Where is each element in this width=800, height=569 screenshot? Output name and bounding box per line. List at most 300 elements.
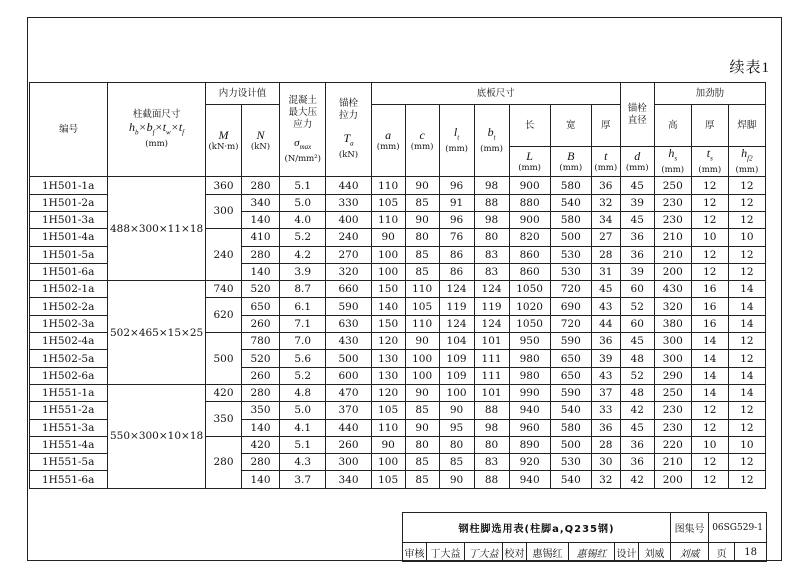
header-a-unit: (mm) xyxy=(376,141,400,152)
cell-id: 1H502-4a xyxy=(30,333,108,350)
header-section-unit: (mm) xyxy=(145,139,168,150)
cell-ts: 14 xyxy=(691,384,728,401)
cell-M: 300 xyxy=(205,194,241,229)
cell-Ta: 590 xyxy=(326,298,371,315)
cell-Ta: 400 xyxy=(326,211,371,228)
cell-hf: 14 xyxy=(728,281,765,298)
cell-hs: 250 xyxy=(654,384,691,401)
cell-N: 280 xyxy=(241,454,279,471)
cell-d: 42 xyxy=(620,402,654,419)
cell-t: 27 xyxy=(591,229,620,246)
cell-B: 650 xyxy=(550,350,591,367)
cell-c: 80 xyxy=(405,436,439,453)
cell-N: 350 xyxy=(241,402,279,419)
designer-signature: 刘威 xyxy=(671,543,709,562)
cell-c: 110 xyxy=(405,281,439,298)
cell-c: 90 xyxy=(405,333,439,350)
cell-hs: 220 xyxy=(654,436,691,453)
cell-t: 43 xyxy=(591,367,620,384)
cell-id: 1H551-6a xyxy=(30,471,108,488)
cell-lt: 104 xyxy=(439,333,474,350)
cell-sig: 8.7 xyxy=(280,281,326,298)
header-ts-sym: $t_s$ xyxy=(706,146,713,163)
cell-Ta: 260 xyxy=(326,436,371,453)
cell-lt: 100 xyxy=(439,384,474,401)
cell-hs: 250 xyxy=(654,177,691,194)
cell-sig: 4.8 xyxy=(280,384,326,401)
cell-id: 1H501-6a xyxy=(30,263,108,280)
cell-bt: 124 xyxy=(474,281,509,298)
cell-hs: 210 xyxy=(654,454,691,471)
header-bt-unit: (mm) xyxy=(480,144,503,155)
cell-id: 1H501-3a xyxy=(30,211,108,228)
cell-a: 105 xyxy=(371,471,405,488)
cell-t: 32 xyxy=(591,471,620,488)
cell-L: 890 xyxy=(509,436,550,453)
page-number: 18 xyxy=(735,543,767,562)
cell-L: 900 xyxy=(509,177,550,194)
cell-ts: 14 xyxy=(691,333,728,350)
cell-ts: 12 xyxy=(691,402,728,419)
header-stiff-group: 加劲肋 xyxy=(654,83,765,105)
cell-lt: 90 xyxy=(439,471,474,488)
cell-d: 48 xyxy=(620,384,654,401)
cell-a: 110 xyxy=(371,419,405,436)
cell-d: 60 xyxy=(620,281,654,298)
cell-c: 105 xyxy=(405,298,439,315)
cell-bt: 101 xyxy=(474,333,509,350)
cell-sig: 5.0 xyxy=(280,402,326,419)
cell-t: 36 xyxy=(591,177,620,194)
header-ts-unit: (mm) xyxy=(698,165,722,176)
cell-hs: 230 xyxy=(654,419,691,436)
cell-L: 1020 xyxy=(509,298,550,315)
cell-hs: 380 xyxy=(654,315,691,332)
reviewer-signature: 丁大益 xyxy=(465,543,503,562)
cell-L: 860 xyxy=(509,246,550,263)
cell-bt: 98 xyxy=(474,419,509,436)
cell-sig: 5.6 xyxy=(280,350,326,367)
cell-lt: 124 xyxy=(439,281,474,298)
header-lt-unit: (mm) xyxy=(445,144,468,155)
cell-bt: 111 xyxy=(474,350,509,367)
cell-t: 39 xyxy=(591,350,620,367)
cell-hf: 12 xyxy=(728,177,765,194)
cell-sig: 4.2 xyxy=(280,246,326,263)
drawing-title: 钢柱脚选用表(柱脚a,Q235钢) xyxy=(403,513,671,543)
cell-d: 36 xyxy=(620,246,654,263)
cell-Ta: 440 xyxy=(326,177,371,194)
header-base-group: 底板尺寸 xyxy=(371,83,620,105)
cell-N: 280 xyxy=(241,246,279,263)
cell-bt: 83 xyxy=(474,263,509,280)
cell-L: 960 xyxy=(509,419,550,436)
cell-hf: 14 xyxy=(728,367,765,384)
cell-lt: 90 xyxy=(439,402,474,419)
cell-t: 43 xyxy=(591,298,620,315)
cell-M: 350 xyxy=(205,402,241,437)
cell-bt: 83 xyxy=(474,246,509,263)
cell-L: 880 xyxy=(509,194,550,211)
header-c-unit: (mm) xyxy=(410,141,434,152)
cell-lt: 86 xyxy=(439,246,474,263)
cell-lt: 95 xyxy=(439,419,474,436)
cell-id: 1H502-6a xyxy=(30,367,108,384)
header-L xyxy=(509,147,550,177)
cell-hf: 14 xyxy=(728,315,765,332)
design-label: 设计 xyxy=(615,543,639,562)
checker-name: 惠锡红 xyxy=(527,543,569,562)
header-concrete-l3: 应力 xyxy=(293,118,313,130)
header-M xyxy=(205,105,241,177)
cell-lt: 124 xyxy=(439,315,474,332)
cell-sig: 3.9 xyxy=(280,263,326,280)
cell-id: 1H551-3a xyxy=(30,419,108,436)
cell-Ta: 240 xyxy=(326,229,371,246)
cell-hf: 12 xyxy=(728,333,765,350)
cell-N: 420 xyxy=(241,436,279,453)
cell-a: 105 xyxy=(371,194,405,211)
header-bt-sym: $b_t$ xyxy=(487,125,496,142)
header-bolt-tension xyxy=(326,83,371,177)
header-concrete-l1: 混凝土 xyxy=(288,94,317,106)
cell-c: 85 xyxy=(405,471,439,488)
header-id: 编号 xyxy=(30,83,108,177)
continuation-label: 续表1 xyxy=(729,60,770,76)
cell-sig: 5.1 xyxy=(280,436,326,453)
cell-a: 100 xyxy=(371,246,405,263)
cell-sig: 5.1 xyxy=(280,177,326,194)
cell-c: 90 xyxy=(405,419,439,436)
cell-ts: 10 xyxy=(691,436,728,453)
cell-section: 488×300×11×18 xyxy=(108,177,206,281)
cell-lt: 91 xyxy=(439,194,474,211)
header-N-sym: N xyxy=(256,127,265,142)
cell-L: 1050 xyxy=(509,281,550,298)
cell-B: 500 xyxy=(550,229,591,246)
header-lt-sym: $l_t$ xyxy=(453,125,460,142)
cell-B: 580 xyxy=(550,177,591,194)
cell-hs: 230 xyxy=(654,194,691,211)
cell-B: 580 xyxy=(550,419,591,436)
header-bolt-dia-l2: 直径 xyxy=(627,114,647,126)
table-row xyxy=(30,281,766,298)
header-hf2 xyxy=(728,147,765,177)
cell-d: 52 xyxy=(620,367,654,384)
cell-c: 90 xyxy=(405,211,439,228)
cell-ts: 14 xyxy=(691,350,728,367)
cell-B: 530 xyxy=(550,454,591,471)
cell-a: 90 xyxy=(371,229,405,246)
header-bolt-dia-l1: 锚栓 xyxy=(627,102,647,114)
cell-M: 360 xyxy=(205,177,241,194)
selection-table xyxy=(29,82,766,489)
header-d xyxy=(620,147,654,177)
cell-ts: 12 xyxy=(691,246,728,263)
cell-hs: 290 xyxy=(654,367,691,384)
cell-a: 100 xyxy=(371,263,405,280)
cell-L: 1050 xyxy=(509,315,550,332)
cell-L: 860 xyxy=(509,263,550,280)
header-section xyxy=(108,83,206,177)
cell-c: 85 xyxy=(405,246,439,263)
cell-id: 1H551-5a xyxy=(30,454,108,471)
cell-lt: 96 xyxy=(439,177,474,194)
cell-d: 39 xyxy=(620,194,654,211)
cell-a: 150 xyxy=(371,281,405,298)
cell-ts: 14 xyxy=(691,367,728,384)
cell-a: 120 xyxy=(371,333,405,350)
cell-L: 940 xyxy=(509,402,550,419)
header-d-unit: (mm) xyxy=(625,162,649,173)
header-t-unit: (mm) xyxy=(594,162,618,173)
cell-sig: 4.3 xyxy=(280,454,326,471)
header-t-sym: t xyxy=(604,148,608,163)
cell-d: 45 xyxy=(620,211,654,228)
cell-N: 140 xyxy=(241,471,279,488)
header-hs-sym: $h_s$ xyxy=(668,146,678,163)
cell-t: 33 xyxy=(591,402,620,419)
cell-a: 150 xyxy=(371,315,405,332)
cell-ts: 16 xyxy=(691,281,728,298)
header-hf2-unit: (mm) xyxy=(735,165,759,176)
cell-ts: 12 xyxy=(691,177,728,194)
cell-B: 720 xyxy=(550,315,591,332)
cell-c: 100 xyxy=(405,367,439,384)
cell-L: 900 xyxy=(509,211,550,228)
check-label: 校对 xyxy=(503,543,527,562)
cell-B: 590 xyxy=(550,333,591,350)
cell-B: 540 xyxy=(550,402,591,419)
cell-hs: 200 xyxy=(654,263,691,280)
header-B xyxy=(550,147,591,177)
cell-Ta: 300 xyxy=(326,454,371,471)
cell-a: 140 xyxy=(371,298,405,315)
cell-ts: 12 xyxy=(691,194,728,211)
cell-t: 30 xyxy=(591,454,620,471)
cell-N: 520 xyxy=(241,281,279,298)
cell-hs: 230 xyxy=(654,211,691,228)
cell-sig: 7.1 xyxy=(280,315,326,332)
cell-Ta: 660 xyxy=(326,281,371,298)
cell-N: 140 xyxy=(241,263,279,280)
table-row xyxy=(30,384,766,401)
cell-N: 280 xyxy=(241,177,279,194)
cell-c: 85 xyxy=(405,194,439,211)
cell-id: 1H502-1a xyxy=(30,281,108,298)
cell-ts: 16 xyxy=(691,315,728,332)
cell-hf: 14 xyxy=(728,298,765,315)
cell-t: 34 xyxy=(591,211,620,228)
cell-d: 60 xyxy=(620,315,654,332)
cell-B: 690 xyxy=(550,298,591,315)
cell-c: 85 xyxy=(405,263,439,280)
cell-N: 140 xyxy=(241,211,279,228)
cell-sig: 3.7 xyxy=(280,471,326,488)
cell-a: 90 xyxy=(371,436,405,453)
cell-t: 45 xyxy=(591,281,620,298)
cell-L: 980 xyxy=(509,350,550,367)
cell-id: 1H501-2a xyxy=(30,194,108,211)
header-force-group: 内力设计值 xyxy=(205,83,279,105)
cell-N: 520 xyxy=(241,350,279,367)
cell-N: 260 xyxy=(241,367,279,384)
cell-M: 740 xyxy=(205,281,241,298)
header-concrete-l2: 最大压 xyxy=(288,106,317,118)
cell-M: 420 xyxy=(205,384,241,401)
cell-ts: 10 xyxy=(691,229,728,246)
cell-ts: 12 xyxy=(691,211,728,228)
cell-d: 45 xyxy=(620,177,654,194)
header-L-unit: (mm) xyxy=(518,162,541,173)
header-bolt-l1: 锚栓 xyxy=(339,98,359,109)
cell-L: 950 xyxy=(509,333,550,350)
cell-hf: 12 xyxy=(728,350,765,367)
header-N-unit: (kN) xyxy=(250,141,271,152)
cell-hf: 12 xyxy=(728,263,765,280)
cell-N: 780 xyxy=(241,333,279,350)
cell-bt: 98 xyxy=(474,177,509,194)
review-label: 审核 xyxy=(403,543,427,562)
cell-t: 37 xyxy=(591,384,620,401)
cell-Ta: 370 xyxy=(326,402,371,419)
cell-L: 820 xyxy=(509,229,550,246)
cell-sig: 4.0 xyxy=(280,211,326,228)
cell-t: 31 xyxy=(591,263,620,280)
cell-ts: 16 xyxy=(691,298,728,315)
cell-hs: 300 xyxy=(654,333,691,350)
header-hs-label: 高 xyxy=(654,105,691,147)
cell-hs: 200 xyxy=(654,471,691,488)
cell-hs: 320 xyxy=(654,298,691,315)
cell-B: 530 xyxy=(550,246,591,263)
cell-lt: 76 xyxy=(439,229,474,246)
reviewer-name: 丁大益 xyxy=(427,543,465,562)
cell-d: 52 xyxy=(620,298,654,315)
cell-B: 530 xyxy=(550,263,591,280)
cell-a: 110 xyxy=(371,211,405,228)
header-sigma: $\sigma_{max}$ xyxy=(294,136,312,151)
cell-bt: 88 xyxy=(474,402,509,419)
header-L-sym: L xyxy=(526,148,533,163)
cell-B: 650 xyxy=(550,367,591,384)
header-c xyxy=(405,105,439,177)
cell-Ta: 320 xyxy=(326,263,371,280)
cell-M: 620 xyxy=(205,298,241,333)
cell-N: 140 xyxy=(241,419,279,436)
cell-c: 110 xyxy=(405,315,439,332)
cell-id: 1H501-5a xyxy=(30,246,108,263)
cell-id: 1H501-4a xyxy=(30,229,108,246)
cell-a: 120 xyxy=(371,384,405,401)
cell-t: 36 xyxy=(591,333,620,350)
header-t xyxy=(591,147,620,177)
cell-bt: 124 xyxy=(474,315,509,332)
header-hf2-label: 焊脚 xyxy=(728,105,765,147)
cell-c: 80 xyxy=(405,229,439,246)
cell-lt: 119 xyxy=(439,298,474,315)
cell-N: 340 xyxy=(241,194,279,211)
cell-bt: 119 xyxy=(474,298,509,315)
header-hs xyxy=(654,147,691,177)
cell-lt: 109 xyxy=(439,350,474,367)
cell-a: 100 xyxy=(371,454,405,471)
cell-t: 32 xyxy=(591,194,620,211)
cell-M: 280 xyxy=(205,436,241,488)
cell-Ta: 270 xyxy=(326,246,371,263)
cell-hf: 12 xyxy=(728,211,765,228)
cell-hf: 12 xyxy=(728,246,765,263)
cell-Ta: 630 xyxy=(326,315,371,332)
header-Ta: $T_a$ xyxy=(343,131,354,148)
cell-bt: 83 xyxy=(474,454,509,471)
cell-hs: 230 xyxy=(654,402,691,419)
header-a-sym: a xyxy=(385,127,392,142)
cell-ts: 12 xyxy=(691,471,728,488)
cell-section: 502×465×15×25 xyxy=(108,281,206,385)
header-bolt-unit: (kN) xyxy=(338,150,359,161)
cell-hs: 430 xyxy=(654,281,691,298)
cell-bt: 98 xyxy=(474,211,509,228)
cell-lt: 85 xyxy=(439,454,474,471)
cell-L: 940 xyxy=(509,471,550,488)
cell-hf: 12 xyxy=(728,194,765,211)
cell-hf: 12 xyxy=(728,402,765,419)
atlas-label: 图集号 xyxy=(671,513,709,543)
header-B-sym: B xyxy=(567,148,575,163)
header-c-sym: c xyxy=(419,127,425,142)
cell-c: 85 xyxy=(405,454,439,471)
cell-t: 36 xyxy=(591,419,620,436)
cell-a: 130 xyxy=(371,350,405,367)
cell-sig: 5.2 xyxy=(280,367,326,384)
cell-hs: 210 xyxy=(654,246,691,263)
header-ts xyxy=(691,147,728,177)
cell-id: 1H551-1a xyxy=(30,384,108,401)
header-t-label: 厚 xyxy=(591,105,620,147)
cell-M: 240 xyxy=(205,229,241,281)
header-ts-label: 厚 xyxy=(691,105,728,147)
cell-N: 650 xyxy=(241,298,279,315)
cell-L: 990 xyxy=(509,384,550,401)
cell-id: 1H501-1a xyxy=(30,177,108,194)
table-row xyxy=(30,177,766,194)
header-N xyxy=(241,105,279,177)
cell-c: 90 xyxy=(405,384,439,401)
cell-hf: 10 xyxy=(728,436,765,453)
cell-L: 980 xyxy=(509,367,550,384)
title-block xyxy=(402,512,767,562)
cell-L: 920 xyxy=(509,454,550,471)
cell-section: 550×300×10×18 xyxy=(108,384,206,488)
cell-d: 45 xyxy=(620,333,654,350)
cell-id: 1H502-3a xyxy=(30,315,108,332)
cell-sig: 5.2 xyxy=(280,229,326,246)
header-section-title: 柱截面尺寸 xyxy=(132,109,181,120)
header-bolt-dia xyxy=(620,83,654,147)
cell-Ta: 470 xyxy=(326,384,371,401)
cell-Ta: 440 xyxy=(326,419,371,436)
header-concrete xyxy=(280,83,326,177)
cell-sig: 5.0 xyxy=(280,194,326,211)
cell-t: 28 xyxy=(591,436,620,453)
cell-id: 1H502-5a xyxy=(30,350,108,367)
cell-d: 36 xyxy=(620,229,654,246)
cell-t: 28 xyxy=(591,246,620,263)
cell-bt: 101 xyxy=(474,384,509,401)
header-lt xyxy=(439,105,474,177)
cell-sig: 4.1 xyxy=(280,419,326,436)
